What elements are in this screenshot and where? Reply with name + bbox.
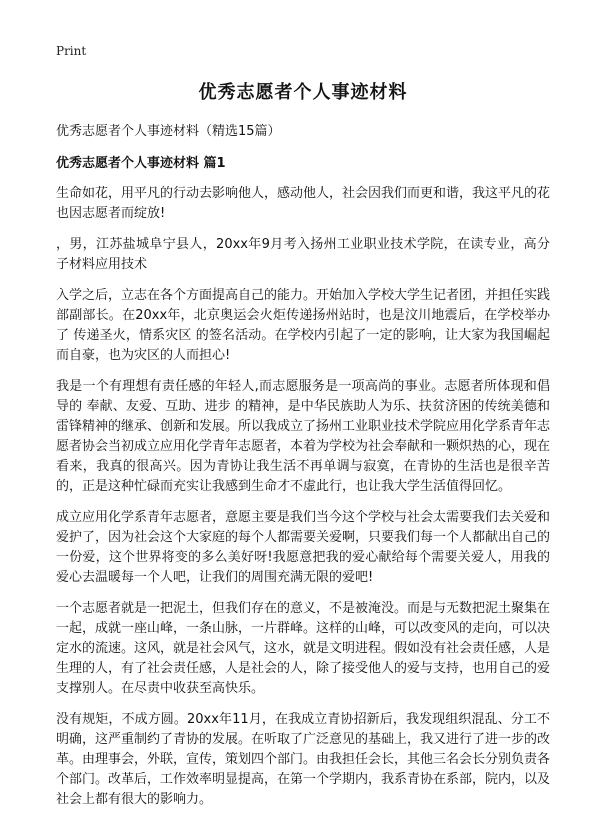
paragraph-2: ，男，江苏盐城阜宁县人，20xx年9月考入扬州工业职业技术学院，在读专业，高分子材料应用技术 [56,237,550,272]
paragraph-7: 没有规矩，不成方圆。20xx年11月，在我成立青协招新后，我发现组织混乱、分工不明确，这严重制约了青协的发展。在听取了广泛意见的基础上，我又进行了进一步的改革。由理事会，外联，宣传，策划四个部门。由我担任会长，其他三名会长分别负责各个部门。改革后，工作效率明显提高，在第一个学期内，我系青协在系部，院内，以及社会上都有很大的影响力。 [56,712,551,807]
paragraph-1: 生命如花，用平凡的行动去影响他人，感动他人，社会因我们而更和谐，我这平凡的花也因志愿者而绽放! [56,186,551,221]
print-link[interactable]: Print [56,44,87,58]
section-heading: 优秀志愿者个人事迹材料 篇1 [56,156,226,171]
paragraph-3: 入学之后，立志在各个方面提高自己的能力。开始加入学校大学生记者团，并担任实践部副部长。在20xx年，北京奥运会火炬传递扬州站时，也是汶川地震后，在学校举办了 传递圣火，情系灾区 的签名活动。在学校内引起了一定的影响，让大家为我国崛起而自豪，也为灾区的人而担心! [56,288,551,363]
document-body [56,78,550,821]
document-title: 优秀志愿者个人事迹材料 [198,82,408,103]
document-subtitle: 优秀志愿者个人事迹材料（精选15篇） [56,124,281,139]
paragraph-6: 一个志愿者就是一把泥土，但我们存在的意义，不是被淹没。而是与无数把泥土聚集在一起，成就一座山峰，一条山脉，一片群峰。这样的山峰，可以改变风的走向，可以决定水的流速。这风，就是社会风气，这水，就是文明进程。假如没有社会责任感，人是生理的人，有了社会责任感，人是社会的人，除了接受他人的爱与支持，也用自己的爱支撑别人。在尽责中收获至高快乐。 [56,601,551,696]
paragraph-5: 成立应用化学系青年志愿者，意愿主要是我们当今这个学校与社会太需要我们去关爱和爱护了，因为社会这个大家庭的每个人都需要关爱啊，只要我们每一个人都献出自己的一份爱，这个世界将变的多么美好呀!我愿意把我的爱心献给每个需要关爱人，用我的爱心去温暖每一个人吧，让我们的周围充满无限的爱吧! [56,510,551,585]
paragraph-4: 我是一个有理想有责任感的年轻人,而志愿服务是一项高尚的事业。志愿者所体现和倡导的 奉献、友爱、互助、进步 的精神，是中华民族助人为乐、扶贫济困的传统美德和雷锋精神的继承、创新和发展。所以我成立了扬州工业职业技术学院应用化学系青年志愿者协会当初成立应用化学青年志愿者，本着为学校为社会奉献和一颗炽热的心，现在看来，我真的很高兴。因为青协让我生活不再单调与寂寞，在青协的生活也是很辛苦的，正是这种忙碌而充实让我感到生命才不虚此行，也让我大学生活值得回忆。 [56,379,551,494]
